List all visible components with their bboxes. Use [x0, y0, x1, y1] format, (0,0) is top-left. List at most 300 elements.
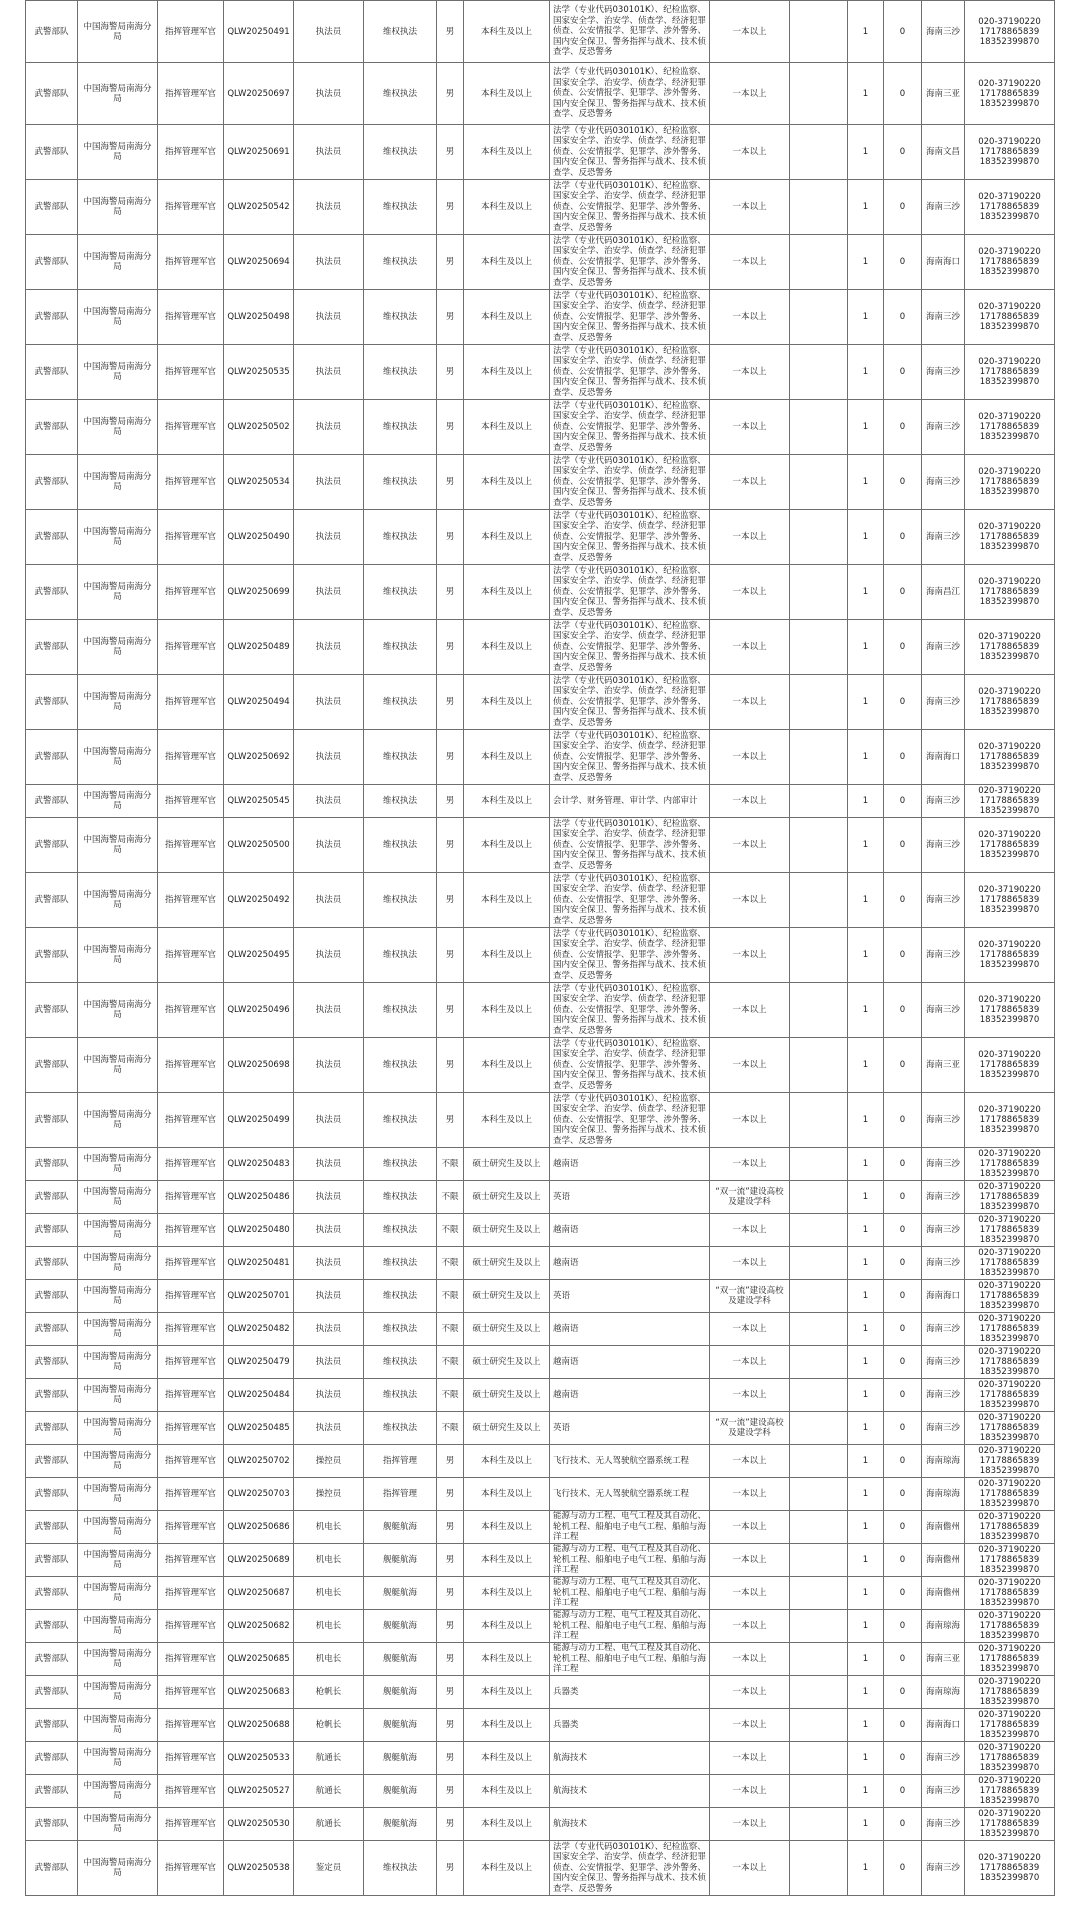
position-name-cell [294, 928, 364, 983]
position-type-cell [364, 1280, 437, 1313]
education-cell [464, 1247, 550, 1280]
blank-cell [790, 1610, 848, 1643]
gender-cell [437, 180, 464, 235]
phone-2: 17178865839 [979, 796, 1040, 806]
plan-count-cell [848, 730, 884, 785]
major-cell [550, 1093, 710, 1148]
contact-phone-cell [965, 1313, 1055, 1346]
cell-text-n2: 0 [899, 1291, 906, 1301]
officer-category-cell [158, 1808, 224, 1841]
cell-text-level: 指挥管理军官 [164, 1863, 216, 1873]
cell-text-sex: 不限 [441, 1258, 459, 1268]
second-count-cell [884, 1577, 922, 1610]
table-row [26, 1181, 1055, 1214]
gender-cell [437, 1841, 464, 1896]
position-name-cell [294, 983, 364, 1038]
cell-text-code: QLW20250482 [227, 1324, 290, 1334]
education-cell [464, 1038, 550, 1093]
table-row [26, 400, 1055, 455]
cell-text-n2: 0 [899, 532, 906, 542]
phone-2: 17178865839 [979, 1456, 1040, 1466]
gender-cell [437, 1181, 464, 1214]
phone-1: 020-37190220 [978, 1710, 1041, 1720]
school-requirement-cell [710, 125, 790, 180]
work-location-cell [922, 620, 965, 675]
position-type-cell [364, 1346, 437, 1379]
cell-text-sex: 男 [445, 1753, 455, 1763]
cell-text-pos: 枪帆长 [315, 1687, 342, 1697]
second-count-cell [884, 235, 922, 290]
cell-text-org: 中国海警局南海分局 [83, 945, 152, 965]
position-type-cell [364, 1841, 437, 1896]
cell-text-org: 中国海警局南海分局 [83, 1517, 152, 1537]
phone-3: 18352399870 [979, 1565, 1040, 1575]
cell-text-level: 指挥管理军官 [164, 1588, 216, 1598]
school-requirement-cell [710, 1445, 790, 1478]
gender-cell [437, 1148, 464, 1181]
phone-2: 17178865839 [979, 752, 1040, 762]
work-location-cell [922, 1280, 965, 1313]
plan-count-cell [848, 983, 884, 1038]
second-count-cell [884, 63, 922, 125]
position-name-cell [294, 818, 364, 873]
cell-text-org: 中国海警局南海分局 [83, 835, 152, 855]
cell-text-req: 一本以上 [732, 1456, 767, 1466]
cell-text-type: 维权执法 [382, 1258, 417, 1268]
cell-text-req: 一本以上 [732, 587, 767, 597]
cell-text-pos: 执法员 [315, 532, 342, 542]
phone-1: 020-37190220 [978, 1644, 1041, 1654]
education-cell [464, 1577, 550, 1610]
major-cell [550, 1280, 710, 1313]
major-cell [550, 125, 710, 180]
cell-text-req: 一本以上 [732, 147, 767, 157]
cell-text-pos: 航通长 [315, 1786, 342, 1796]
gender-cell [437, 1577, 464, 1610]
cell-text-code: QLW20250701 [227, 1291, 290, 1301]
blank-cell [790, 1181, 848, 1214]
cell-text-major: 兵器类 [553, 1719, 579, 1730]
table-row [26, 1610, 1055, 1643]
table-row [26, 620, 1055, 675]
second-count-cell [884, 1610, 922, 1643]
cell-text-n2: 0 [899, 1522, 906, 1532]
second-count-cell [884, 1709, 922, 1742]
work-location-cell [922, 928, 965, 983]
position-name-cell [294, 1544, 364, 1577]
contact-phone-cell [965, 983, 1055, 1038]
phone-1: 020-37190220 [978, 1446, 1041, 1456]
officer-category-cell [158, 1412, 224, 1445]
cell-text-loc: 海南三沙 [925, 950, 960, 960]
plan-count-cell [848, 400, 884, 455]
cell-text-major: 越南语 [553, 1323, 579, 1334]
cell-text-major: 飞行技术、无人驾驶航空器系统工程 [553, 1455, 690, 1466]
cell-text-code: QLW20250535 [227, 367, 290, 377]
education-cell [464, 455, 550, 510]
cell-text-req: 一本以上 [732, 1060, 767, 1070]
position-code-cell [224, 1214, 294, 1247]
second-count-cell [884, 1181, 922, 1214]
cell-text-code: QLW20250489 [227, 642, 290, 652]
position-code-cell [224, 1775, 294, 1808]
officer-category-cell [158, 455, 224, 510]
position-code-cell [224, 1148, 294, 1181]
phone-3: 18352399870 [979, 762, 1040, 772]
gender-cell [437, 63, 464, 125]
school-requirement-cell [710, 1478, 790, 1511]
position-name-cell [294, 63, 364, 125]
cell-text-req: 一本以上 [732, 950, 767, 960]
cell-text-pos: 执法员 [315, 367, 342, 377]
contact-phone-cell [965, 1379, 1055, 1412]
position-code-cell [224, 1280, 294, 1313]
contact-phone-cell [965, 1676, 1055, 1709]
organization-cell [78, 1709, 158, 1742]
cell-text-req: 一本以上 [732, 1555, 767, 1565]
cell-text-major: 法学（专业代码030101K）、纪检监察、国家安全学、治安学、侦查学、经济犯罪侦查、公安情报学、犯罪学、涉外警务、国内安全保卫、警务指挥与战术、技术侦查学、反恐警务 [553, 455, 707, 508]
plan-count-cell [848, 928, 884, 983]
organization-cell [78, 785, 158, 818]
cell-text-loc: 海南三沙 [925, 895, 960, 905]
work-location-cell [922, 1808, 965, 1841]
cell-text-unit: 武警部队 [34, 1522, 69, 1532]
cell-text-major: 法学（专业代码030101K）、纪检监察、国家安全学、治安学、侦查学、经济犯罪侦查、公安情报学、犯罪学、涉外警务、国内安全保卫、警务指挥与战术、技术侦查学、反恐警务 [553, 983, 707, 1036]
phone-2: 17178865839 [979, 1819, 1040, 1829]
table-row [26, 235, 1055, 290]
cell-text-n2: 0 [899, 1159, 906, 1169]
gender-cell [437, 1379, 464, 1412]
cell-text-loc: 海南海口 [925, 257, 960, 267]
cell-text-req: 一本以上 [732, 1324, 767, 1334]
phone-3: 18352399870 [979, 1334, 1040, 1344]
cell-text-unit: 武警部队 [34, 1555, 69, 1565]
cell-text-org: 中国海警局南海分局 [83, 1187, 152, 1207]
second-count-cell [884, 1511, 922, 1544]
school-requirement-cell [710, 785, 790, 818]
cell-text-n2: 0 [899, 1060, 906, 1070]
second-count-cell [884, 1478, 922, 1511]
phone-3: 18352399870 [979, 267, 1040, 277]
cell-text-loc: 海南三沙 [925, 1390, 960, 1400]
cell-text-loc: 海南海口 [925, 1291, 960, 1301]
cell-text-sex: 男 [445, 1005, 455, 1015]
table-row [26, 1093, 1055, 1148]
education-cell [464, 785, 550, 818]
cell-text-pos: 执法员 [315, 477, 342, 487]
school-requirement-cell [710, 1742, 790, 1775]
position-type-cell [364, 1511, 437, 1544]
school-requirement-cell [710, 1214, 790, 1247]
contact-phone-cell [965, 235, 1055, 290]
cell-text-unit: 武警部队 [34, 1786, 69, 1796]
organization-cell [78, 1676, 158, 1709]
education-cell [464, 983, 550, 1038]
cell-text-major: 法学（专业代码030101K）、纪检监察、国家安全学、治安学、侦查学、经济犯罪侦查、公安情报学、犯罪学、涉外警务、国内安全保卫、警务指挥与战术、技术侦查学、反恐警务 [553, 67, 707, 120]
education-cell [464, 675, 550, 730]
second-count-cell [884, 1038, 922, 1093]
school-requirement-cell [710, 1148, 790, 1181]
cell-text-sex: 男 [445, 477, 455, 487]
phone-2: 17178865839 [979, 147, 1040, 157]
school-requirement-cell [710, 1511, 790, 1544]
cell-text-level: 指挥管理军官 [164, 532, 216, 542]
major-cell [550, 1445, 710, 1478]
cell-text-unit: 武警部队 [34, 1005, 69, 1015]
phone-1: 020-37190220 [978, 577, 1041, 587]
organization-cell [78, 1775, 158, 1808]
phone-2: 17178865839 [979, 840, 1040, 850]
phone-3: 18352399870 [979, 487, 1040, 497]
phone-3: 18352399870 [979, 1730, 1040, 1740]
school-requirement-cell [710, 565, 790, 620]
plan-count-cell [848, 1346, 884, 1379]
contact-phone-cell [965, 1709, 1055, 1742]
cell-text-code: QLW20250530 [227, 1819, 290, 1829]
work-location-cell [922, 1841, 965, 1896]
cell-text-unit: 武警部队 [34, 1115, 69, 1125]
major-cell [550, 873, 710, 928]
major-cell [550, 1379, 710, 1412]
cell-text-unit: 武警部队 [34, 642, 69, 652]
officer-category-cell [158, 1775, 224, 1808]
cell-text-pos: 执法员 [315, 312, 342, 322]
cell-text-org: 中国海警局南海分局 [83, 527, 152, 547]
position-name-cell [294, 125, 364, 180]
contact-phone-cell [965, 1808, 1055, 1841]
gender-cell [437, 1808, 464, 1841]
phone-2: 17178865839 [979, 1357, 1040, 1367]
cell-text-major: 越南语 [553, 1356, 579, 1367]
cell-text-loc: 海南三沙 [925, 1115, 960, 1125]
position-type-cell [364, 1544, 437, 1577]
blank-cell [790, 1379, 848, 1412]
phone-2: 17178865839 [979, 1115, 1040, 1125]
officer-category-cell [158, 1148, 224, 1181]
work-location-cell [922, 675, 965, 730]
cell-text-major: 能源与动力工程、电气工程及其自动化、轮机工程、船舶电子电气工程、船舶与海洋工程 [553, 1544, 707, 1576]
major-cell [550, 1643, 710, 1676]
work-location-cell [922, 873, 965, 928]
cell-text-level: 指挥管理军官 [164, 88, 216, 99]
cell-text-org: 中国海警局南海分局 [83, 1682, 152, 1702]
cell-text-level: 指挥管理军官 [164, 752, 216, 762]
phone-3: 18352399870 [979, 432, 1040, 442]
cell-text-org: 中国海警局南海分局 [83, 197, 152, 217]
cell-text-n1: 1 [862, 1291, 869, 1301]
phone-3: 18352399870 [979, 1070, 1040, 1080]
cell-text-code: QLW20250484 [227, 1390, 290, 1400]
plan-count-cell [848, 1478, 884, 1511]
recruiting-unit-cell [26, 565, 78, 620]
cell-text-req: 一本以上 [732, 796, 767, 806]
cell-text-req: 一本以上 [732, 312, 767, 322]
education-cell [464, 510, 550, 565]
phone-1: 020-37190220 [978, 1853, 1041, 1863]
cell-text-major: 兵器类 [553, 1686, 579, 1697]
cell-text-code: QLW20250694 [227, 257, 290, 267]
cell-text-req: 一本以上 [732, 1489, 767, 1499]
phone-2: 17178865839 [979, 1687, 1040, 1697]
position-name-cell [294, 1093, 364, 1148]
cell-text-sex: 男 [445, 1555, 455, 1565]
cell-text-unit: 武警部队 [34, 312, 69, 322]
cell-text-org: 中国海警局南海分局 [83, 582, 152, 602]
cell-text-org: 中国海警局南海分局 [83, 1352, 152, 1372]
cell-text-loc: 海南三沙 [925, 26, 960, 37]
phone-3: 18352399870 [979, 652, 1040, 662]
cell-text-req: 一本以上 [732, 1258, 767, 1268]
cell-text-code: QLW20250698 [227, 1060, 290, 1070]
gender-cell [437, 1247, 464, 1280]
cell-text-sex: 男 [445, 422, 455, 432]
blank-cell [790, 345, 848, 400]
cell-text-org: 中国海警局南海分局 [83, 1649, 152, 1669]
cell-text-n2: 0 [899, 1357, 906, 1367]
position-table [25, 0, 1055, 1896]
cell-text-loc: 海南三沙 [925, 840, 960, 850]
recruiting-unit-cell [26, 1742, 78, 1775]
cell-text-org: 中国海警局南海分局 [83, 21, 152, 42]
cell-text-edu: 本科生及以上 [480, 1005, 532, 1015]
cell-text-code: QLW20250502 [227, 422, 290, 432]
cell-text-n1: 1 [862, 367, 869, 377]
cell-text-edu: 本科生及以上 [480, 532, 532, 542]
position-type-cell [364, 1038, 437, 1093]
organization-cell [78, 290, 158, 345]
phone-2: 17178865839 [979, 1588, 1040, 1598]
table-row [26, 1280, 1055, 1313]
cell-text-edu: 本科生及以上 [480, 1489, 532, 1499]
blank-cell [790, 1280, 848, 1313]
cell-text-req: “双一流”建设高校及建设学科 [715, 1418, 784, 1438]
cell-text-n1: 1 [862, 532, 869, 542]
major-cell [550, 1, 710, 63]
cell-text-unit: 武警部队 [34, 422, 69, 432]
cell-text-level: 指挥管理军官 [164, 312, 216, 322]
cell-text-edu: 本科生及以上 [480, 1621, 532, 1631]
cell-text-pos: 执法员 [315, 1115, 342, 1125]
education-cell [464, 1379, 550, 1412]
position-code-cell [224, 1676, 294, 1709]
cell-text-level: 指挥管理军官 [164, 796, 216, 806]
phone-3: 18352399870 [979, 1664, 1040, 1674]
phone-2: 17178865839 [979, 1258, 1040, 1268]
major-cell [550, 1038, 710, 1093]
recruiting-unit-cell [26, 1511, 78, 1544]
organization-cell [78, 1742, 158, 1775]
cell-text-n2: 0 [899, 1621, 906, 1631]
organization-cell [78, 928, 158, 983]
officer-category-cell [158, 235, 224, 290]
work-location-cell [922, 1214, 965, 1247]
phone-3: 18352399870 [979, 36, 1040, 47]
officer-category-cell [158, 873, 224, 928]
cell-text-req: 一本以上 [732, 1786, 767, 1796]
second-count-cell [884, 873, 922, 928]
cell-text-org: 中国海警局南海分局 [83, 1110, 152, 1130]
school-requirement-cell [710, 1093, 790, 1148]
phone-2: 17178865839 [979, 367, 1040, 377]
table-row [26, 63, 1055, 125]
cell-text-code: QLW20250492 [227, 895, 290, 905]
major-cell [550, 818, 710, 873]
cell-text-sex: 男 [445, 642, 455, 652]
school-requirement-cell [710, 510, 790, 565]
cell-text-org: 中国海警局南海分局 [83, 1154, 152, 1174]
work-location-cell [922, 1379, 965, 1412]
cell-text-pos: 枪帆长 [315, 1720, 342, 1730]
cell-text-n1: 1 [862, 1192, 869, 1202]
cell-text-unit: 武警部队 [34, 1863, 69, 1873]
cell-text-type: 舰艇航海 [382, 1555, 417, 1565]
phone-2: 17178865839 [979, 26, 1040, 37]
table-row [26, 1247, 1055, 1280]
cell-text-code: QLW20250703 [227, 1489, 290, 1499]
position-type-cell [364, 63, 437, 125]
cell-text-sex: 不限 [441, 1159, 459, 1169]
contact-phone-cell [965, 1445, 1055, 1478]
cell-text-edu: 本科生及以上 [480, 1555, 532, 1565]
recruiting-unit-cell [26, 1445, 78, 1478]
cell-text-unit: 武警部队 [34, 1753, 69, 1763]
phone-3: 18352399870 [979, 1301, 1040, 1311]
cell-text-n1: 1 [862, 312, 869, 322]
cell-text-n2: 0 [899, 1786, 906, 1796]
phone-3: 18352399870 [979, 98, 1040, 109]
cell-text-sex: 男 [445, 257, 455, 267]
cell-text-req: 一本以上 [732, 1115, 767, 1125]
cell-text-n1: 1 [862, 1258, 869, 1268]
recruiting-unit-cell [26, 620, 78, 675]
cell-text-type: 舰艇航海 [382, 1588, 417, 1598]
cell-text-req: 一本以上 [732, 88, 767, 99]
position-name-cell [294, 1610, 364, 1643]
blank-cell [790, 63, 848, 125]
cell-text-req: 一本以上 [732, 1687, 767, 1697]
contact-phone-cell [965, 1, 1055, 63]
officer-category-cell [158, 1, 224, 63]
officer-category-cell [158, 818, 224, 873]
cell-text-pos: 执法员 [315, 895, 342, 905]
cell-text-unit: 武警部队 [34, 1588, 69, 1598]
recruiting-unit-cell [26, 928, 78, 983]
major-cell [550, 63, 710, 125]
cell-text-n1: 1 [862, 1005, 869, 1015]
table-row [26, 818, 1055, 873]
cell-text-pos: 机电长 [315, 1654, 342, 1664]
recruiting-unit-cell [26, 125, 78, 180]
cell-text-type: 舰艇航海 [382, 1687, 417, 1697]
education-cell [464, 1511, 550, 1544]
cell-text-type: 舰艇航海 [382, 1753, 417, 1763]
position-code-cell [224, 400, 294, 455]
cell-text-sex: 不限 [441, 1324, 459, 1334]
cell-text-type: 维权执法 [382, 1192, 417, 1202]
plan-count-cell [848, 125, 884, 180]
position-type-cell [364, 345, 437, 400]
position-code-cell [224, 1808, 294, 1841]
cell-text-req: 一本以上 [732, 26, 767, 37]
position-code-cell [224, 1511, 294, 1544]
major-cell [550, 730, 710, 785]
cell-text-n1: 1 [862, 257, 869, 267]
position-code-cell [224, 1346, 294, 1379]
work-location-cell [922, 1478, 965, 1511]
school-requirement-cell [710, 1313, 790, 1346]
contact-phone-cell [965, 1346, 1055, 1379]
cell-text-type: 维权执法 [382, 642, 417, 652]
